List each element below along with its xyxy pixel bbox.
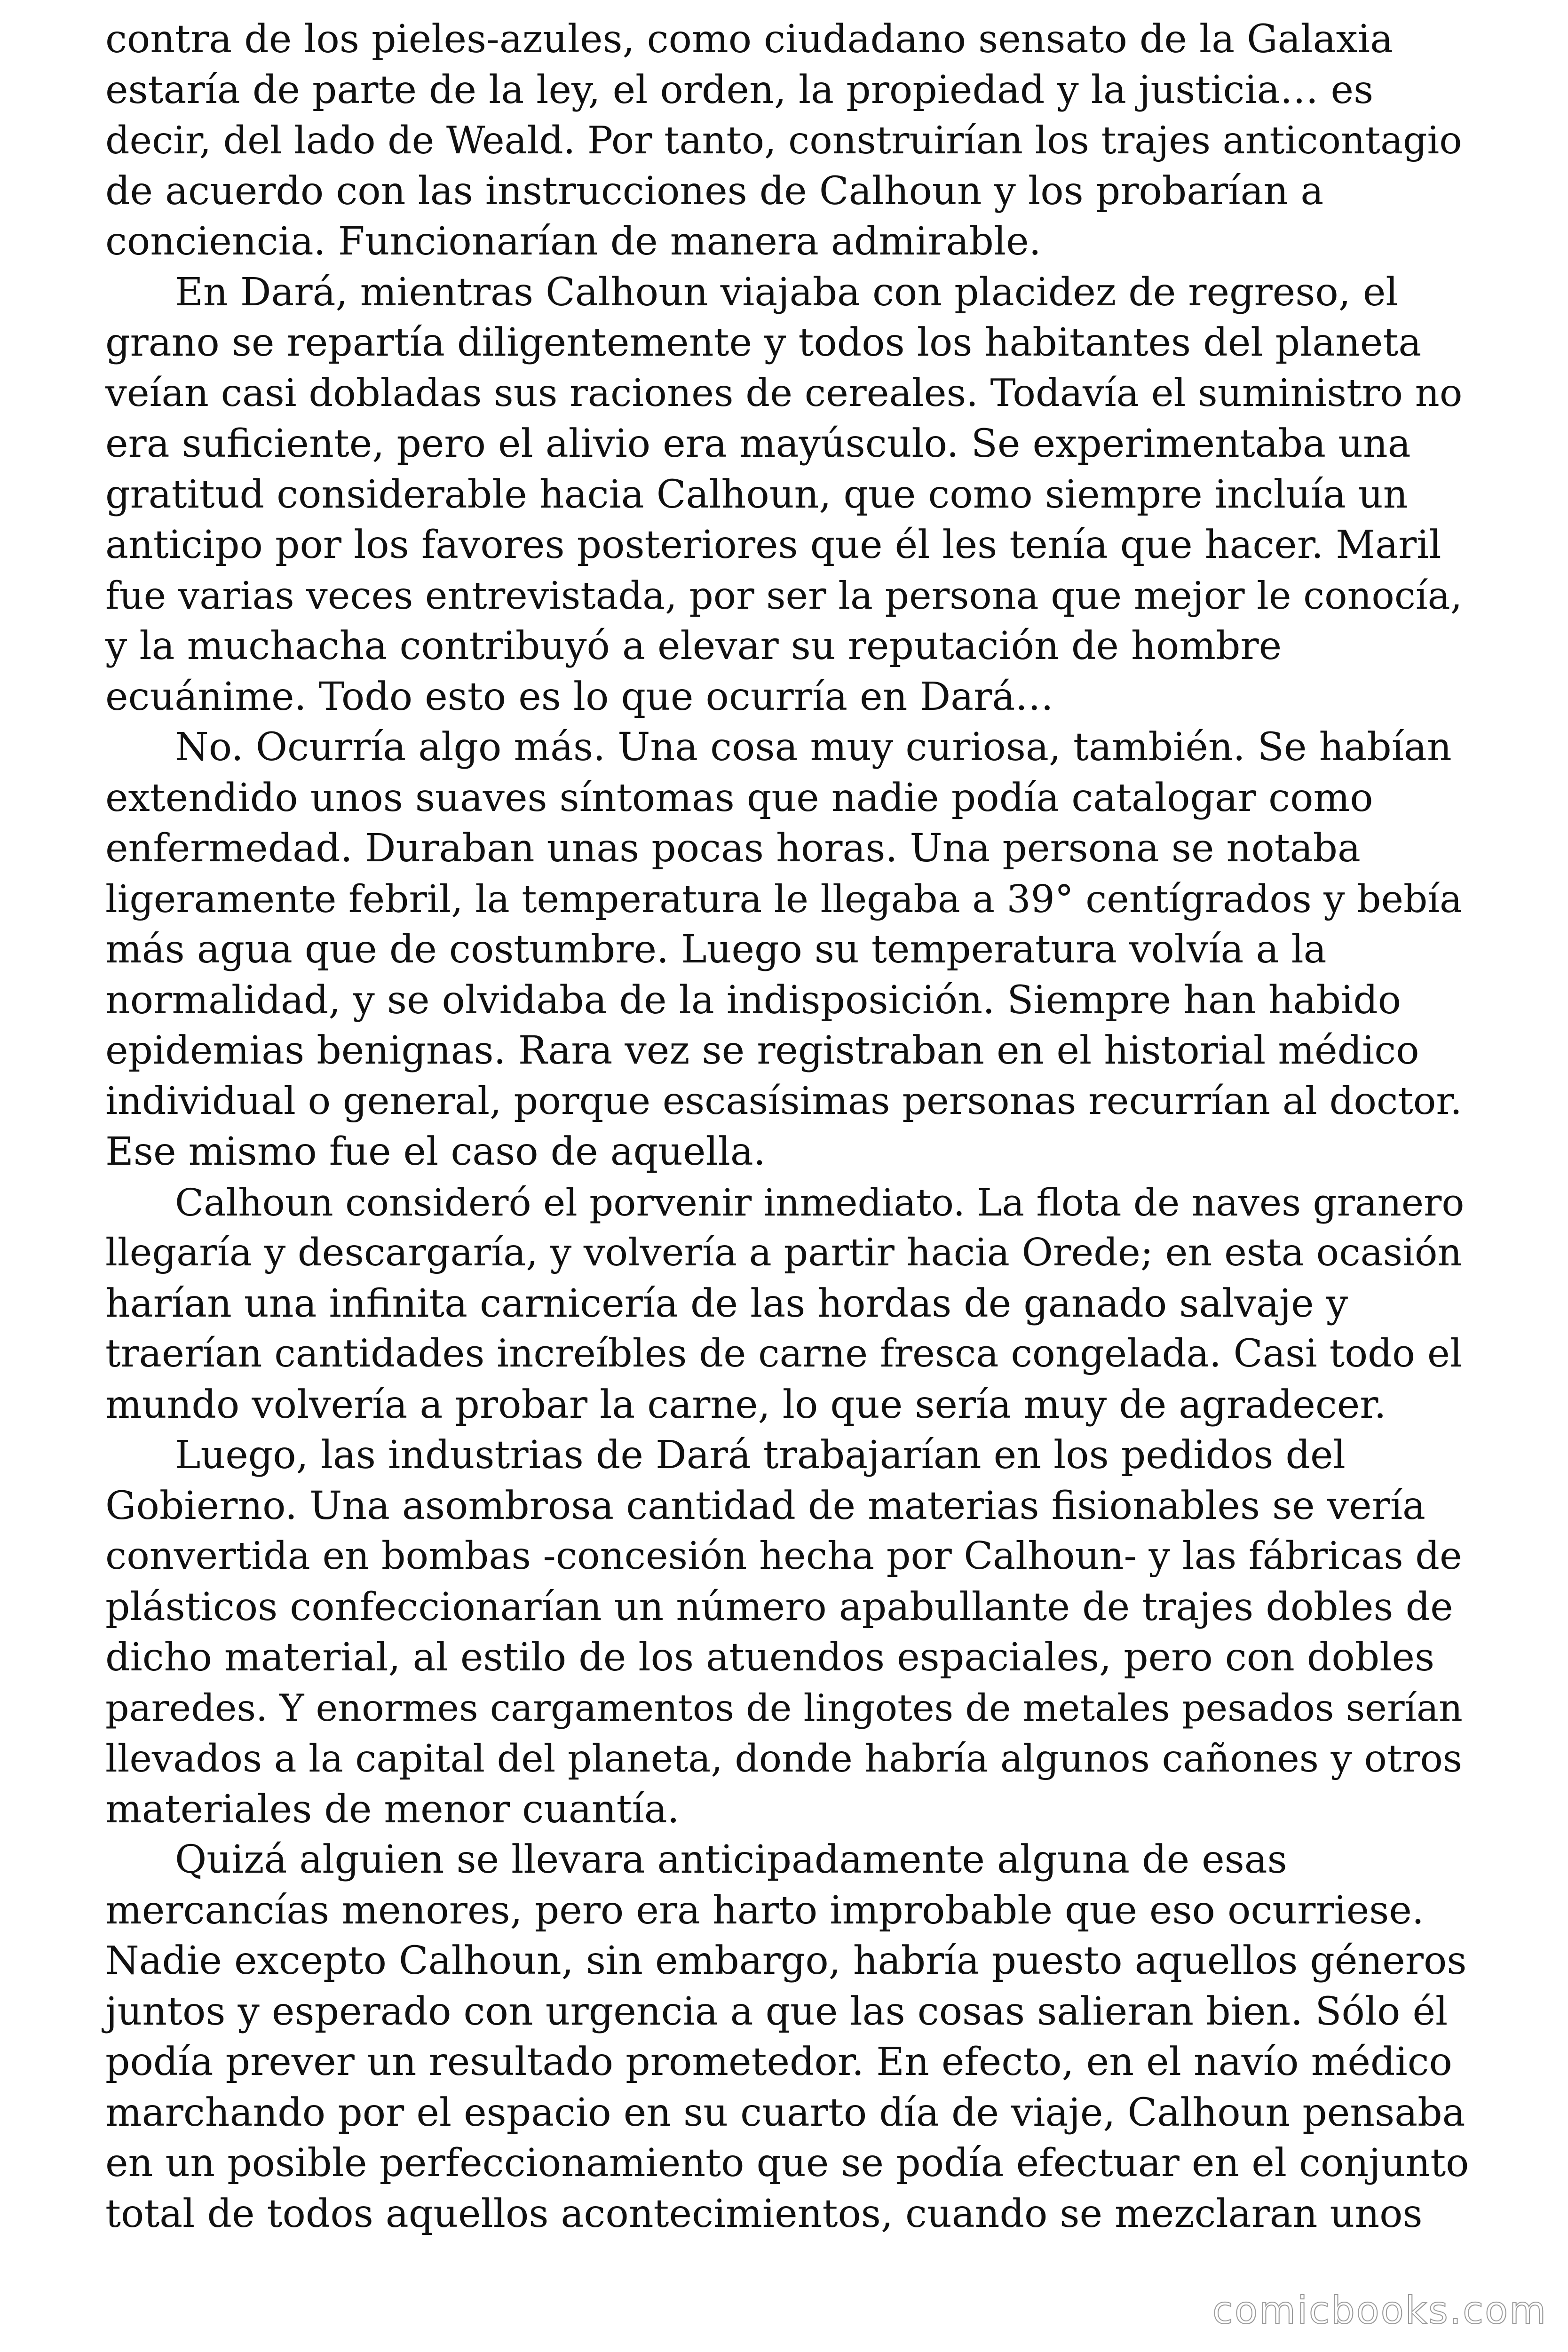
text-line: Calhoun consideró el porvenir inmediato. La flota de naves granero — [175, 1180, 1465, 1224]
text-line: decir, del lado de Weald. Por tanto, construirían los trajes anticontagio — [105, 118, 1462, 162]
text-line: llegaría y descargaría, y volvería a partir hacia Orede; en esta ocasión — [105, 1231, 1462, 1275]
text-line: en un posible perfeccionamiento que se podía efectuar en el conjunto — [105, 2141, 1469, 2185]
paragraph-6 — [105, 1835, 1469, 2239]
text-line: materiales de menor cuantía. — [105, 1787, 680, 1832]
text-line: paredes. Y enormes cargamentos de lingotes de metales pesados serían — [105, 1686, 1463, 1730]
paragraph-2 — [105, 267, 1469, 723]
text-line: Luego, las industrias de Dará trabajarían en los pedidos del — [175, 1433, 1346, 1478]
text-line: plásticos confeccionarían un número apabullante de trajes dobles de — [105, 1584, 1453, 1629]
paragraph-1 — [105, 14, 1469, 267]
text-line: normalidad, y se olvidaba de la indisposición. Siempre han habido — [105, 977, 1402, 1023]
text-line: podía prever un resultado prometedor. En efecto, en el navío médico — [105, 2040, 1452, 2084]
text-line: Quizá alguien se llevara anticipadamente alguna de esas — [175, 1837, 1287, 1882]
text-line: y la muchacha contribuyó a elevar su reputación de hombre — [105, 624, 1282, 668]
text-line: marchando por el espacio en su cuarto día de viaje, Calhoun pensaba — [105, 2090, 1465, 2135]
text-line: epidemias benignas. Rara vez se registraban en el historial médico — [105, 1028, 1419, 1073]
text-line: ligeramente febril, la temperatura le llegaba a 39° centígrados y bebía — [105, 877, 1462, 921]
paragraph-3 — [105, 722, 1469, 1177]
text-line: gratitud considerable hacia Calhoun, que como siempre incluía un — [105, 472, 1408, 517]
text-line: Nadie excepto Calhoun, sin embargo, habría puesto aquellos géneros — [105, 1939, 1467, 1983]
text-line: convertida en bombas -concesión hecha por Calhoun- y las fábricas de — [105, 1534, 1462, 1578]
text-line: veían casi dobladas sus raciones de cereales. Todavía el suministro no — [105, 371, 1463, 415]
text-line: Ese mismo fue el caso de aquella. — [105, 1129, 766, 1174]
watermark: comicbooks.com — [1212, 2288, 1547, 2332]
text-line: era suficiente, pero el alivio era mayúsculo. Se experimentaba una — [105, 421, 1411, 466]
text-line: Gobierno. Una asombrosa cantidad de materias fisionables se vería — [105, 1483, 1425, 1528]
text-line: conciencia. Funcionarían de manera admirable. — [105, 219, 1041, 264]
text-line: total de todos aquellos acontecimientos, cuando se mezclaran unos — [105, 2191, 1423, 2236]
text-line: de acuerdo con las instrucciones de Calhoun y los probarían a — [105, 168, 1324, 214]
text-line: traerían cantidades increíbles de carne fresca congelada. Casi todo el — [105, 1332, 1462, 1376]
text-line: contra de los pieles-azules, como ciudadano sensato de la Galaxia — [105, 17, 1394, 62]
text-line: No. Ocurría algo más. Una cosa muy curiosa, también. Se habían — [175, 725, 1452, 770]
body-text — [105, 14, 1469, 2239]
paragraph-4 — [105, 1177, 1469, 1430]
text-line: harían una infinita carnicería de las hordas de ganado salvaje y — [105, 1281, 1348, 1326]
text-line: mundo volvería a probar la carne, lo que sería muy de agradecer. — [105, 1382, 1386, 1427]
paragraph-5 — [105, 1430, 1469, 1835]
text-line: mercancías menores, pero era harto improbable que eso ocurriese. — [105, 1888, 1424, 1933]
text-line: enfermedad. Duraban unas pocas horas. Una persona se notaba — [105, 826, 1361, 871]
text-line: En Dará, mientras Calhoun viajaba con placidez de regreso, el — [175, 270, 1398, 315]
text-line: juntos y esperado con urgencia a que las cosas salieran bien. Sólo él — [105, 1989, 1448, 2034]
text-line: fue varias veces entrevistada, por ser la persona que mejor le conocía, — [105, 573, 1463, 618]
text-line: dicho material, al estilo de los atuendos espaciales, pero con dobles — [105, 1635, 1435, 1680]
text-line: grano se repartía diligentemente y todos los habitantes del planeta — [105, 320, 1422, 365]
text-line: ecuánime. Todo esto es lo que ocurría en Dará… — [105, 674, 1054, 719]
text-line: individual o general, porque escasísimas personas recurrían al doctor. — [105, 1079, 1462, 1123]
text-line: anticipo por los favores posteriores que él les tenía que hacer. Maril — [105, 523, 1441, 567]
text-line: estaría de parte de la ley, el orden, la propiedad y la justicia… es — [105, 67, 1374, 112]
text-line: llevados a la capital del planeta, donde habría algunos cañones y otros — [105, 1736, 1463, 1780]
text-line: extendido unos suaves síntomas que nadie podía catalogar como — [105, 775, 1373, 820]
text-line: más agua que de costumbre. Luego su temperatura volvía a la — [105, 927, 1327, 972]
